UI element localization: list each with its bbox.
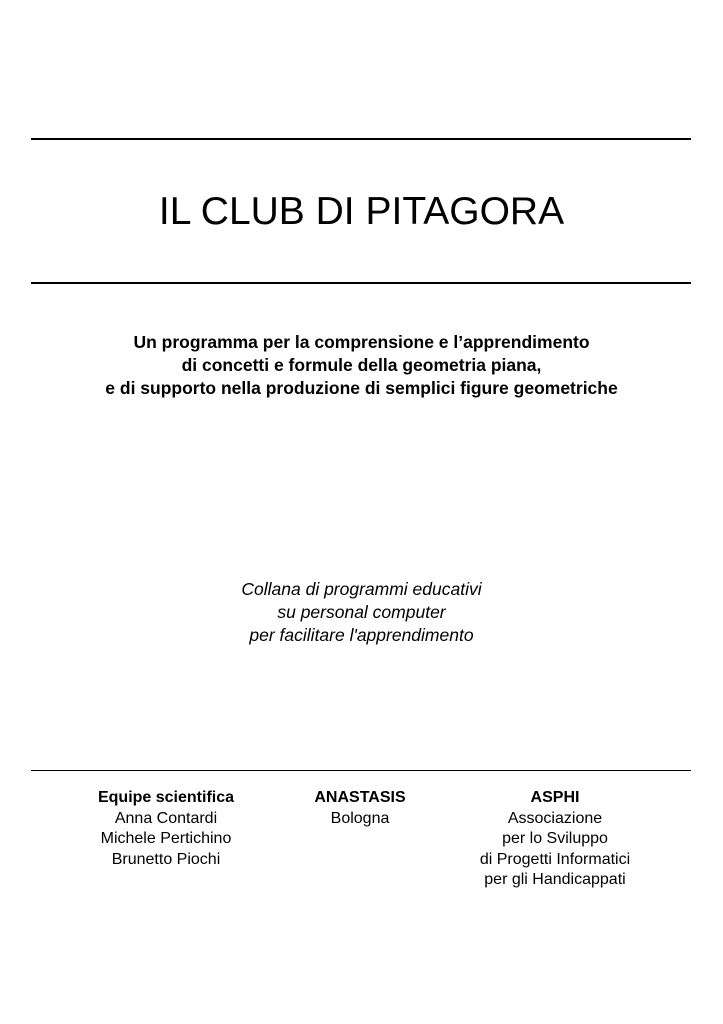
credits-line: Associazione bbox=[507, 809, 603, 827]
title-divider bbox=[31, 282, 691, 284]
credits-line: di Progetti Informatici bbox=[479, 850, 631, 868]
series-line: su personal computer bbox=[277, 602, 446, 622]
series-description bbox=[0, 578, 723, 647]
series-line: Collana di programmi educativi bbox=[241, 579, 482, 599]
credits-heading: Equipe scientifica bbox=[97, 789, 235, 806]
credits-divider bbox=[31, 770, 691, 771]
credits-line: Bologna bbox=[330, 809, 390, 827]
top-divider bbox=[31, 138, 691, 140]
credits-column-scientific-team bbox=[56, 788, 276, 870]
credits-line: per lo Sviluppo bbox=[502, 830, 608, 847]
credits-section bbox=[0, 788, 723, 898]
credits-line: per gli Handicappati bbox=[484, 871, 626, 888]
credits-line: Brunetto Piochi bbox=[111, 850, 221, 868]
credits-column-anastasis bbox=[260, 788, 460, 829]
credits-heading: ASPHI bbox=[530, 789, 580, 806]
document-title: IL CLUB DI PITAGORA bbox=[158, 190, 565, 233]
credits-column-asphi bbox=[445, 788, 665, 891]
credits-line: Michele Pertichino bbox=[100, 830, 232, 847]
subtitle bbox=[0, 331, 723, 400]
subtitle-line: Un programma per la comprensione e l’apprendimento bbox=[133, 332, 590, 352]
credits-heading: ANASTASIS bbox=[314, 789, 406, 806]
subtitle-line: e di supporto nella produzione di semplici figure geometriche bbox=[105, 378, 618, 398]
series-line: per facilitare l'apprendimento bbox=[249, 625, 474, 645]
credits-line: Anna Contardi bbox=[114, 809, 218, 827]
subtitle-line: di concetti e formule della geometria piana, bbox=[181, 355, 542, 375]
